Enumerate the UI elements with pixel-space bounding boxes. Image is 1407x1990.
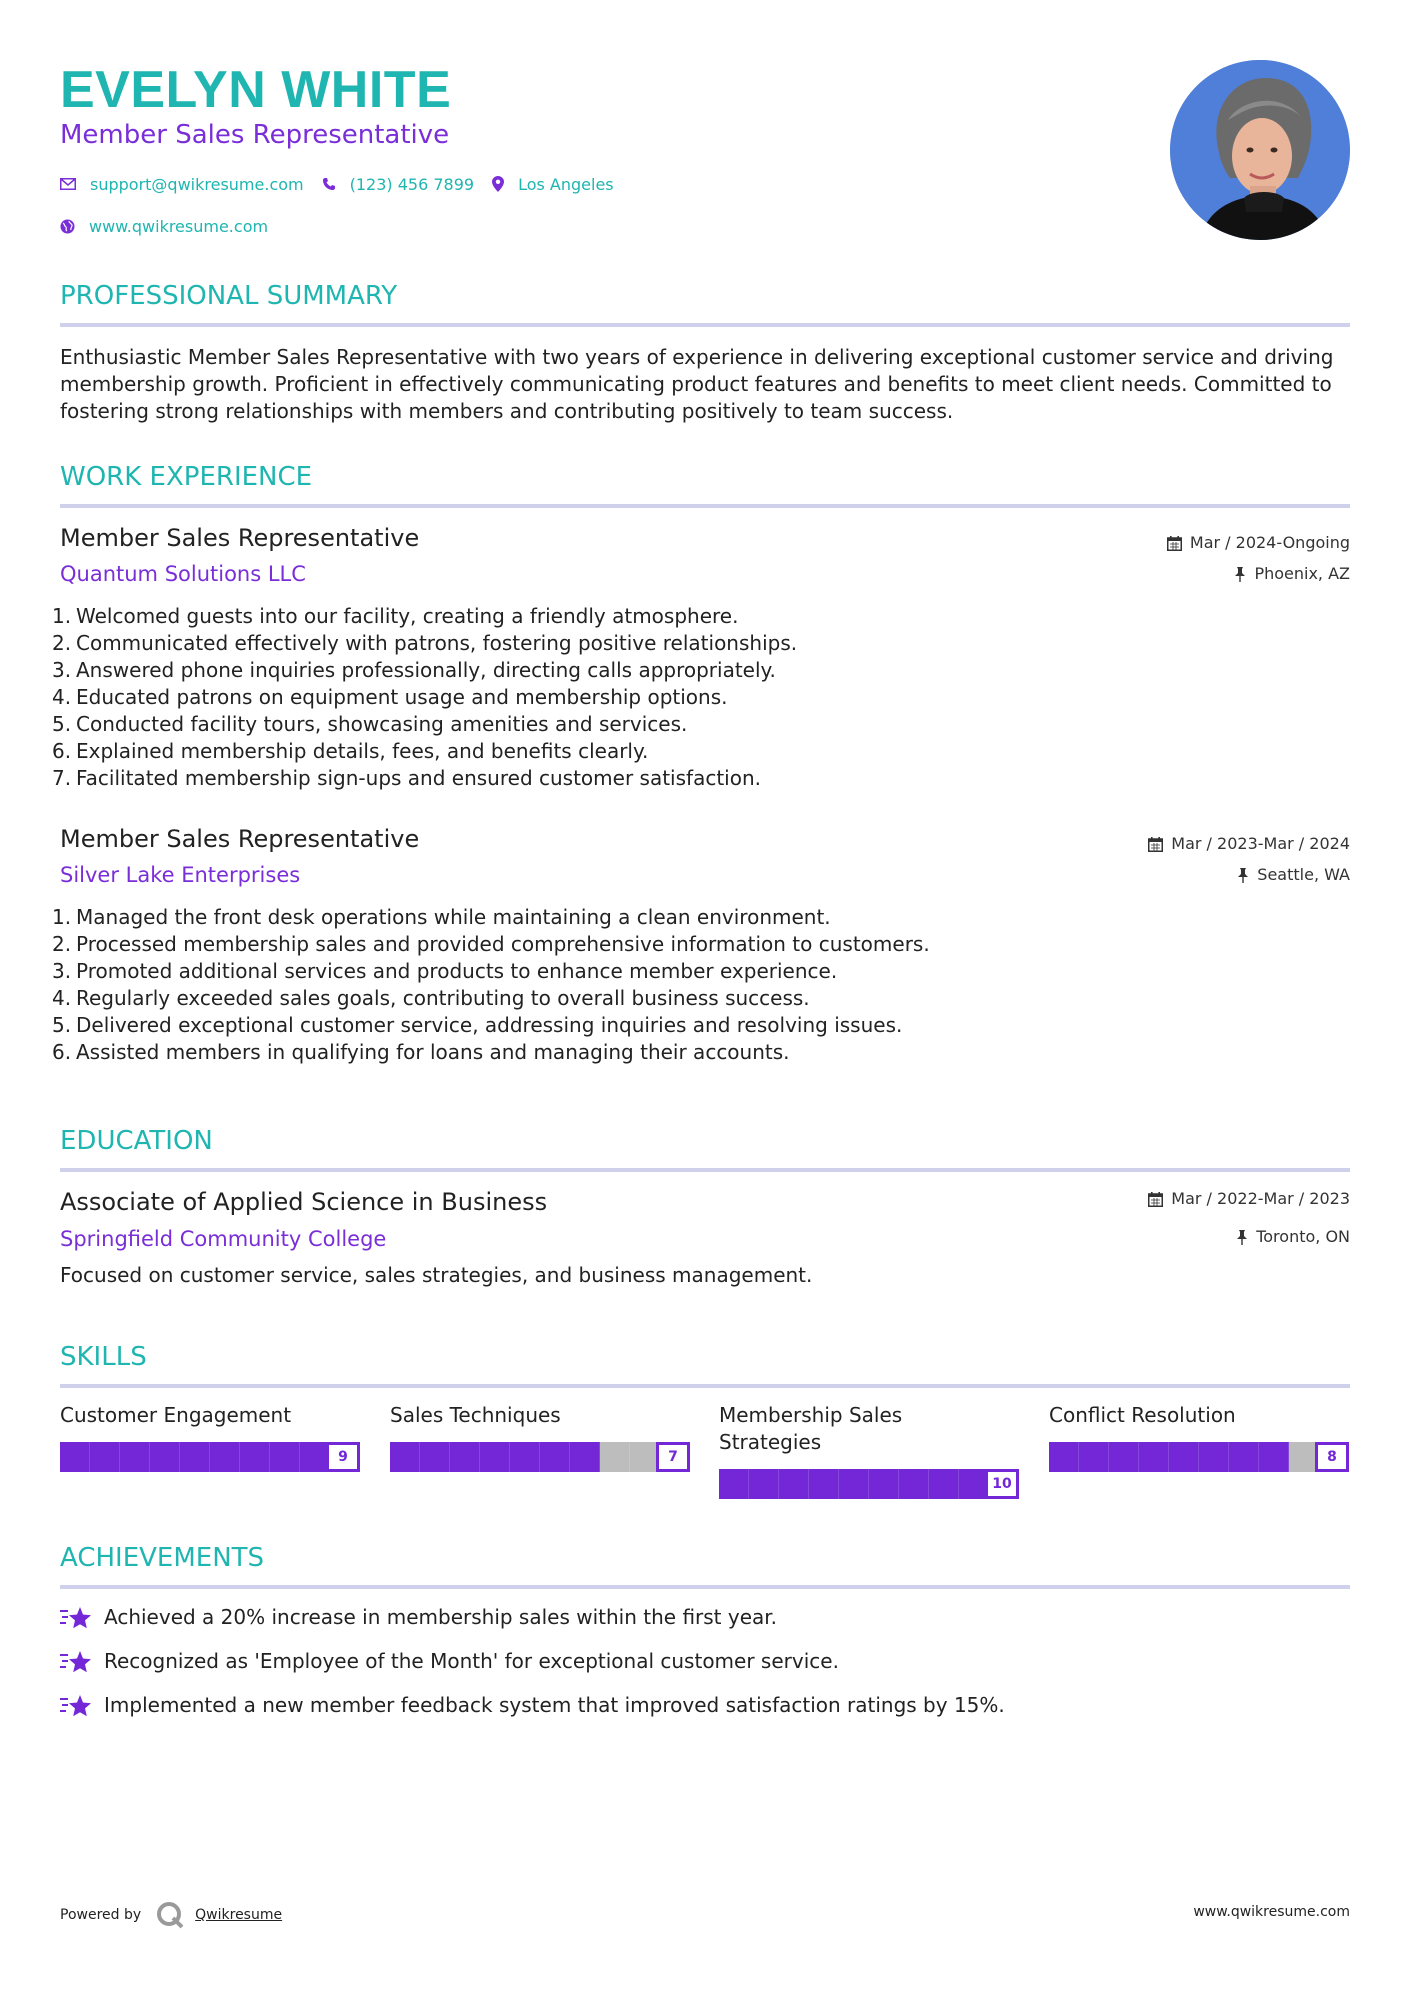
profile-photo <box>1170 60 1350 240</box>
star-icon <box>60 1606 92 1630</box>
job-location <box>1237 864 1350 886</box>
job-title: Member Sales Representative <box>60 524 420 552</box>
skill-bar-segment <box>480 1442 510 1472</box>
achievements-heading: ACHIEVEMENTS <box>60 1541 1350 1589</box>
contact-location <box>492 175 614 194</box>
skill-item <box>719 1402 1019 1492</box>
experience-heading: WORK EXPERIENCE <box>60 460 1350 508</box>
achievement-item <box>60 1692 1005 1719</box>
skill-level-bar <box>390 1442 690 1472</box>
job-bullets <box>52 904 1350 1066</box>
skill-bar-segment <box>839 1469 869 1499</box>
job-company: Silver Lake Enterprises <box>60 863 301 887</box>
education-heading: EDUCATION <box>60 1124 1350 1172</box>
summary-text: Enthusiastic Member Sales Representative with two years of experience in delivering exceptional customer service and driving membership growth. Proficient in effectively communicating product features and benefits to meet client needs. Committed to fostering strong relationships with members and contributing positively to team success. <box>60 345 1334 423</box>
skill-level-bar <box>1049 1442 1349 1472</box>
skill-bar-segment <box>1079 1442 1109 1472</box>
job-title: Member Sales Representative <box>60 825 420 853</box>
summary-heading: PROFESSIONAL SUMMARY <box>60 279 1350 327</box>
list-item: 6. Explained membership details, fees, and benefits clearly. <box>52 739 649 763</box>
skill-bar-segment <box>90 1442 120 1472</box>
school-name: Springfield Community College <box>60 1227 387 1251</box>
skill-bar-segment <box>240 1442 270 1472</box>
job-location-text: Seattle, WA <box>1257 865 1350 884</box>
skill-bar-segment <box>749 1469 779 1499</box>
list-item: 1. Managed the front desk operations while maintaining a clean environment. <box>52 905 831 929</box>
footer-powered-by <box>60 1900 282 1930</box>
skill-level-bar <box>60 1442 360 1472</box>
list-item: 6. Assisted members in qualifying for loans and managing their accounts. <box>52 1040 790 1064</box>
list-item: 2. Processed membership sales and provided comprehensive information to customers. <box>52 932 930 956</box>
calendar-icon <box>1148 1192 1163 1207</box>
star-icon <box>60 1694 92 1718</box>
job-dates-text: Mar / 2024-Ongoing <box>1189 533 1350 552</box>
degree-title: Associate of Applied Science in Business <box>60 1188 548 1216</box>
list-item: 1. Welcomed guests into our facility, creating a friendly atmosphere. <box>52 604 739 628</box>
achievement-item <box>60 1604 777 1631</box>
location-text: Los Angeles <box>518 174 614 194</box>
contact-website[interactable] <box>60 217 268 236</box>
contact-row-website <box>60 214 286 238</box>
email-text: support@qwikresume.com <box>90 174 304 194</box>
skills-heading: SKILLS <box>60 1340 1350 1388</box>
list-item: 3. Promoted additional services and products to enhance member experience. <box>52 959 838 983</box>
education-dates <box>1148 1188 1350 1210</box>
achievement-item <box>60 1648 839 1675</box>
portrait-image <box>1170 60 1350 240</box>
footer-website[interactable]: www.qwikresume.com <box>1193 1904 1350 1920</box>
skill-bar-segment <box>270 1442 300 1472</box>
phone-text: (123) 456 7899 <box>349 174 475 194</box>
skill-bar-segment <box>540 1442 570 1472</box>
phone-icon <box>322 177 336 191</box>
skill-bar-segment <box>899 1469 929 1499</box>
skill-level-value: 10 <box>985 1469 1019 1499</box>
job-dates <box>1148 833 1350 855</box>
skill-bar-segment <box>779 1469 809 1499</box>
skill-level-bar <box>719 1469 1019 1499</box>
skill-bar-segment <box>210 1442 240 1472</box>
skill-level-value: 7 <box>656 1442 690 1472</box>
education-description: Focused on customer service, sales strategies, and business management. <box>60 1263 813 1287</box>
achievement-text: Achieved a 20% increase in membership sales within the first year. <box>104 1605 778 1629</box>
job-location <box>1234 563 1350 585</box>
candidate-name: EVELYN WHITE <box>60 61 452 119</box>
achievement-text: Implemented a new member feedback system that improved satisfaction ratings by 15%. <box>104 1693 1005 1717</box>
powered-by-label: Powered by <box>60 1907 142 1923</box>
contact-phone[interactable] <box>322 175 474 194</box>
contact-row <box>60 172 632 196</box>
skill-bar-segment <box>120 1442 150 1472</box>
skill-bar-segment <box>450 1442 480 1472</box>
skill-bar-segment <box>600 1442 630 1472</box>
list-item: 5. Conducted facility tours, showcasing amenities and services. <box>52 712 688 736</box>
qwikresume-logo-icon <box>155 1900 185 1930</box>
globe-icon <box>60 219 75 234</box>
skill-level-value: 9 <box>326 1442 360 1472</box>
skill-name: Sales Techniques <box>390 1403 561 1427</box>
skill-bar-segment <box>60 1442 90 1472</box>
pin-icon <box>1236 1230 1248 1245</box>
job-bullets <box>52 603 1350 792</box>
skill-bar-segment <box>1139 1442 1169 1472</box>
skill-item <box>1049 1402 1349 1465</box>
education-location <box>1236 1226 1350 1248</box>
list-item: 2. Communicated effectively with patrons, fostering positive relationships. <box>52 631 798 655</box>
skill-bar-segment <box>570 1442 600 1472</box>
skill-bar-segment <box>1199 1442 1229 1472</box>
map-pin-icon <box>492 176 504 192</box>
skill-bar-segment <box>929 1469 959 1499</box>
skill-bar-segment <box>1169 1442 1199 1472</box>
candidate-role: Member Sales Representative <box>60 120 450 150</box>
website-text: www.qwikresume.com <box>89 216 269 236</box>
education-dates-text: Mar / 2022-Mar / 2023 <box>1171 1189 1350 1208</box>
skill-bar-segment <box>180 1442 210 1472</box>
skill-bar-segment <box>420 1442 450 1472</box>
skill-name: Membership Sales Strategies <box>719 1403 903 1454</box>
qwikresume-link[interactable]: Qwikresume <box>195 1907 283 1923</box>
envelope-icon <box>60 178 76 190</box>
skill-bar-segment <box>510 1442 540 1472</box>
skill-bar-segment <box>719 1469 749 1499</box>
list-item: 4. Educated patrons on equipment usage and membership options. <box>52 685 728 709</box>
calendar-icon <box>1167 536 1182 551</box>
skill-name: Conflict Resolution <box>1049 1403 1236 1427</box>
pin-icon <box>1234 567 1246 582</box>
skill-bar-segment <box>390 1442 420 1472</box>
skill-bar-segment <box>809 1469 839 1499</box>
calendar-icon <box>1148 837 1163 852</box>
pin-icon <box>1237 868 1249 883</box>
list-item: 3. Answered phone inquiries professionally, directing calls appropriately. <box>52 658 776 682</box>
achievement-text: Recognized as 'Employee of the Month' for exceptional customer service. <box>104 1649 839 1673</box>
skill-name: Customer Engagement <box>60 1403 292 1427</box>
job-company: Quantum Solutions LLC <box>60 562 306 586</box>
skill-bar-segment <box>1229 1442 1259 1472</box>
job-dates-text: Mar / 2023-Mar / 2024 <box>1171 834 1350 853</box>
list-item: 7. Facilitated membership sign-ups and ensured customer satisfaction. <box>52 766 761 790</box>
skill-item <box>390 1402 690 1465</box>
job-dates <box>1167 532 1350 554</box>
job-location-text: Phoenix, AZ <box>1254 564 1350 583</box>
skill-bar-segment <box>869 1469 899 1499</box>
list-item: 5. Delivered exceptional customer service, addressing inquiries and resolving issues. <box>52 1013 903 1037</box>
skill-bar-segment <box>1109 1442 1139 1472</box>
skill-level-value: 8 <box>1315 1442 1349 1472</box>
skill-bar-segment <box>1049 1442 1079 1472</box>
star-icon <box>60 1650 92 1674</box>
skill-bar-segment <box>150 1442 180 1472</box>
skill-item <box>60 1402 360 1465</box>
list-item: 4. Regularly exceeded sales goals, contributing to overall business success. <box>52 986 810 1010</box>
skill-bar-segment <box>1259 1442 1289 1472</box>
contact-email[interactable] <box>60 175 304 194</box>
education-location-text: Toronto, ON <box>1256 1227 1350 1246</box>
